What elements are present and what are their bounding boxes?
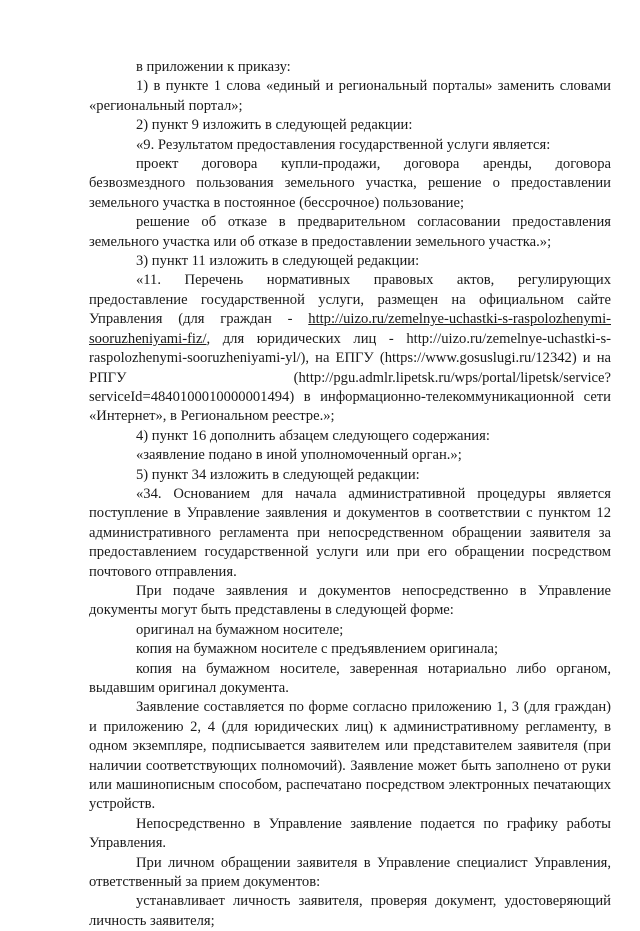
paragraph-item-5: 5) пункт 34 изложить в следующей редакции:	[136, 466, 420, 483]
paragraph-personal-visit: При личном обращении заявителя в Управление специалист Управления, ответственный за прием документов:	[89, 854, 611, 891]
paragraph-item-4: 4) пункт 16 дополнить абзацем следующего содержания:	[136, 427, 490, 444]
paragraph-9-result-1: проект договора купли-продажи, договора аренды, договора безвозмездного пользования земельного участка, решение о предоставлении земельного участка в постоянное (бессрочное) пользование;	[89, 156, 611, 211]
paragraph-11	[89, 271, 611, 426]
paragraph-11-after: , для юридических лиц - http://uizo.ru/zemelnye-uchastki-s-raspolozhenymi-sooruzheniyami-yl/), на ЕПГУ (https://www.gosuslugi.ru/12342) и на РПГУ (http://pgu.admlr.lipetsk.ru/wps/portal/lipetsk/service?serviceId=4840100010000001494) в информационно-телекоммуникационной сети «Интернет», в Региональном реестре.»;	[89, 330, 611, 425]
paragraph-item-3: 3) пункт 11 изложить в следующей редакции:	[136, 253, 420, 270]
paragraph-16-addition: «заявление подано в иной уполномоченный орган.»;	[136, 447, 462, 464]
paragraph-schedule: Непосредственно в Управление заявление подается по графику работы Управления.	[89, 815, 611, 852]
paragraph-11-before: «11. Перечень нормативных правовых актов, регулирующих предоставление государственной услуги, размещен на официальном сайте Управления (для граждан -	[89, 272, 611, 328]
link-citizens[interactable]: http://uizo.ru/zemelnye-uchastki-s-raspolozhenymi-sooruzheniyami-fiz/	[89, 311, 611, 347]
paragraph-submission: При подаче заявления и документов непосредственно в Управление документы могут быть представлены в следующей форме:	[89, 582, 611, 619]
paragraph-form-notarized: копия на бумажном носителе, заверенная нотариально либо органом, выдавшим оригинал документа.	[89, 660, 611, 696]
paragraph-item-1: 1) в пункте 1 слова «единый и региональный порталы» заменить словами «региональный портал»;	[89, 78, 611, 114]
paragraph-application-form: Заявление составляется по форме согласно приложению 1, 3 (для граждан) и приложению 2, 4 (для юридических лиц) к административному регламенту, в одном экземпляре, подписывается заявителем или представителем заявителя (при наличии соответствующих полномочий). Заявление может быть заполнено от руки или машинописным способом, распечатано посредством электронных печатающих устройств.	[89, 699, 611, 813]
paragraph-34: «34. Основанием для начала административной процедуры является поступление в Управление заявления и документов в соответствии с пунктом 12 административного регламента при непосредственном обращении заявителя за предоставлением государственной услуги или при его обращении посредством почтового отправления.	[89, 485, 611, 580]
paragraph-9-heading: «9. Результатом предоставления государственной услуги является:	[136, 136, 551, 153]
paragraph-identity-check: устанавливает личность заявителя, проверяя документ, удостоверяющий личность заявителя;	[89, 893, 611, 929]
paragraph-form-original: оригинал на бумажном носителе;	[136, 621, 344, 638]
paragraph-intro: в приложении к приказу:	[136, 59, 291, 75]
document-page	[89, 58, 611, 931]
paragraph-item-2: 2) пункт 9 изложить в следующей редакции:	[136, 117, 413, 134]
paragraph-9-result-2: решение об отказе в предварительном согласовании предоставления земельного участка или об отказе в предоставлении земельного участка.»;	[89, 214, 611, 250]
paragraph-form-copy: копия на бумажном носителе с предъявлением оригинала;	[136, 641, 499, 658]
